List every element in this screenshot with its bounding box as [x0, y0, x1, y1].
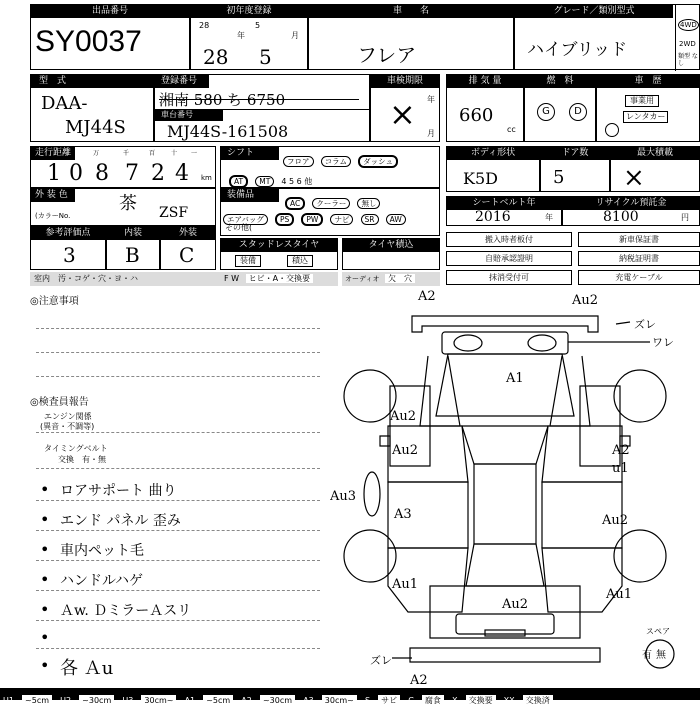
- grille-shape: [442, 332, 568, 354]
- au3-circle-shape: [364, 472, 380, 516]
- inspection-year: 年: [427, 95, 435, 104]
- mark-a2-top: A2: [418, 289, 436, 304]
- doors-label: ドア数: [541, 147, 609, 160]
- color-label: 外 装 色: [31, 189, 75, 202]
- timing-options: 交換 有・無: [58, 455, 106, 464]
- shift-types: [229, 169, 312, 188]
- mark-ware-top: ワレ: [652, 336, 674, 349]
- equipment-box: [220, 188, 440, 236]
- recycle-box: [562, 196, 700, 226]
- drive-column: [675, 5, 700, 71]
- equip-airbag: エアバッグ: [223, 214, 268, 225]
- mileage-box: [30, 146, 216, 188]
- legend-item: ~30cm: [79, 695, 114, 707]
- car-damage-diagram: [330, 286, 700, 688]
- inspection-box: [370, 74, 440, 142]
- shift-options: [283, 149, 400, 168]
- legend-item: 腐食: [422, 695, 444, 707]
- history-rental: レンタカー: [623, 111, 668, 123]
- drive-4wd-selected: 4WD: [680, 21, 697, 29]
- mark-au2-left: Au2: [390, 409, 417, 424]
- chassis-value: MJ44S-161508: [167, 122, 289, 141]
- reference-score-label: 参考評価点: [31, 227, 105, 240]
- reference-score-box: [30, 226, 106, 270]
- mark-a2-bottom: A2: [410, 673, 428, 688]
- legend-bar: [0, 688, 700, 705]
- recycle-value: 8100: [603, 209, 639, 225]
- mileage-digit: 1: [47, 161, 61, 186]
- seatbelt-value: 2016: [475, 209, 511, 225]
- chassis-label-bar: [155, 109, 223, 121]
- fw-options: ヒビ・A・交換要: [246, 274, 313, 283]
- mark-zure-bottom: ズレ: [370, 654, 392, 667]
- capacity-box: [610, 146, 700, 192]
- body-box: [446, 146, 540, 192]
- equip-other: その他(: [225, 223, 253, 232]
- seatbelt-box: [446, 196, 562, 226]
- legend-item: ~5cm: [203, 695, 233, 707]
- history-empty-circle: [605, 123, 619, 137]
- equip-navi: ナビ: [330, 214, 353, 225]
- leader-zure-top: [616, 322, 630, 324]
- doc-item: 納税証明書: [578, 251, 700, 266]
- studless-box: [220, 238, 338, 270]
- equip-ac-selected: AC: [285, 197, 305, 210]
- plate-shape: [485, 630, 525, 636]
- audio-options: 欠 穴: [385, 274, 415, 283]
- displacement-value: 660: [459, 105, 494, 126]
- legend-item: ~5cm: [22, 695, 52, 707]
- studless-label: スタッドレスタイヤ: [221, 239, 337, 252]
- mark-au1-right: Au1: [606, 587, 633, 602]
- mark-a3: A3: [394, 507, 412, 522]
- capacity-label: 最大積載: [611, 147, 699, 160]
- front-door-right-shape: [542, 426, 622, 482]
- mileage-digit: 0: [69, 161, 83, 186]
- year-handwritten: 28: [203, 45, 229, 69]
- tire-label: タイヤ積込: [343, 239, 439, 252]
- model-value-line2: MJ44S: [65, 117, 126, 138]
- mileage-digit: 7: [125, 161, 139, 186]
- note-underline: [36, 560, 320, 561]
- registration-box: [154, 74, 370, 142]
- color-box: [30, 188, 216, 226]
- engine-sub: (異音・不調等): [40, 422, 95, 431]
- body-label: ボディ形状: [447, 147, 539, 160]
- strike-line: [159, 99, 359, 100]
- note-line: エンド パネル 歪み: [60, 513, 181, 529]
- audio-row: [342, 272, 440, 286]
- mileage-unit-1: 一: [191, 150, 198, 157]
- note-bullet: •: [40, 540, 50, 559]
- headlight-right-shape: [528, 335, 556, 351]
- month-suffix: 月: [291, 31, 299, 40]
- car-name-label: 車 名: [309, 5, 513, 18]
- legend-item: A2: [241, 696, 252, 705]
- roof-shape: [474, 464, 536, 544]
- exterior-score-label: 外装: [161, 227, 215, 240]
- month-printed: 5: [255, 21, 261, 30]
- first-registration-label: 初年度登録: [191, 5, 307, 18]
- fuel-label: 燃 料: [525, 75, 595, 88]
- interior-score-label: 内装: [107, 227, 159, 240]
- fuel-d: D: [569, 103, 587, 121]
- shift-box: [220, 146, 440, 188]
- inspection-label: 車検期限: [371, 75, 439, 88]
- legend-item: 交換済: [523, 695, 553, 707]
- legend-item: A1: [184, 696, 196, 705]
- doors-value: 5: [553, 167, 565, 188]
- grade-value: ハイブリッド: [527, 40, 628, 60]
- shift-mt: MT: [255, 176, 274, 187]
- mark-u1-right: u1: [612, 461, 629, 476]
- legend-item: C: [408, 696, 414, 705]
- mark-au3: Au3: [330, 489, 357, 504]
- engine-label: エンジン関係: [44, 412, 92, 421]
- mark-a1-hood: A1: [506, 371, 524, 386]
- month-handwritten: 5: [259, 45, 272, 69]
- equipment-label: 装備品: [221, 189, 279, 202]
- mileage-unit-100: 百: [149, 150, 156, 157]
- wheel-front-right-shape: [614, 370, 666, 422]
- note-bullet: •: [40, 480, 50, 499]
- shift-label: シフト: [221, 147, 279, 160]
- note-underline: [36, 648, 320, 649]
- mileage-digit: 2: [151, 161, 165, 186]
- tire-box: [342, 238, 440, 270]
- windshield-shape: [462, 426, 548, 464]
- doors-box: [540, 146, 610, 192]
- lot-number-value: SY0037: [35, 25, 142, 58]
- legend-item: サビ: [378, 695, 400, 707]
- caution-title: ◎注意事項: [30, 296, 79, 307]
- grade-label: グレード／類別型式: [515, 5, 673, 18]
- first-registration-box: [190, 4, 308, 70]
- note-underline: [36, 620, 320, 621]
- note-line: Ａw. ＤミラーＡスリ: [60, 603, 192, 619]
- mileage-digit: 8: [95, 161, 109, 186]
- audio-label: オーディオ: [345, 275, 380, 283]
- interior-score-value: B: [125, 243, 140, 267]
- legend-item: X: [452, 696, 458, 705]
- drive-2wd: 2WD: [679, 40, 696, 48]
- history-box: [596, 74, 700, 142]
- note-underline: [36, 500, 320, 501]
- headlight-left-shape: [454, 335, 482, 351]
- mileage-unit-10: 十: [171, 150, 178, 157]
- color-value: 茶: [119, 193, 137, 214]
- equip-sr: SR: [361, 214, 379, 225]
- rear-window-shape: [456, 614, 554, 634]
- note-line: ハンドルハゲ: [60, 573, 144, 589]
- mileage-unit: km: [201, 174, 212, 182]
- mileage-unit-1k: 千: [123, 150, 130, 157]
- caution-line: [36, 328, 320, 329]
- mark-au2-left2: Au2: [392, 443, 419, 458]
- shift-at: AT: [229, 175, 248, 188]
- exterior-score-box: [160, 226, 216, 270]
- caution-line: [36, 352, 320, 353]
- year-printed: 28: [199, 21, 210, 30]
- shift-column: コラム: [321, 156, 351, 167]
- note-underline: [36, 590, 320, 591]
- legend-item: U3: [122, 696, 134, 705]
- legend-item: U1: [3, 696, 14, 705]
- inspector-line: [36, 468, 320, 469]
- lot-number-box: [30, 4, 190, 70]
- doc-item: 自賠承認證明: [446, 251, 572, 266]
- legend-item: A3: [303, 696, 314, 705]
- displacement-label: 排 気 量: [447, 75, 523, 88]
- seatbelt-label: シートベルト年: [447, 197, 561, 210]
- inspector-line: [36, 432, 320, 433]
- interior-condition-row: 室内 汚・コゲ・穴・ヨ・ハ: [30, 272, 220, 286]
- shift-dash-selected: ダッシュ: [358, 155, 398, 168]
- doc-item: 搬入時者板付: [446, 232, 572, 247]
- reference-score-value: 3: [63, 243, 76, 267]
- spare-value: 有: [642, 650, 652, 661]
- chassis-divider: [155, 109, 371, 110]
- car-name-value: フレア: [357, 43, 417, 67]
- note-bullet: •: [40, 600, 50, 619]
- legend-item: 30cm~: [322, 695, 357, 707]
- spare-label: スペア: [646, 627, 670, 636]
- note-bullet: •: [40, 570, 50, 589]
- note-underline: [36, 530, 320, 531]
- front-bumper-shape: [412, 316, 598, 332]
- legend-item: 交換要: [466, 695, 496, 707]
- fw-row: [220, 272, 338, 286]
- mark-au2-bottom: Au2: [502, 597, 529, 612]
- registration-label: 登録番号: [155, 75, 209, 88]
- history-business: 事業用: [625, 95, 659, 107]
- drive-other: 類型 なし: [678, 53, 698, 67]
- year-suffix: 年: [237, 31, 245, 40]
- shift-speeds: 4 5 6 他: [281, 177, 313, 186]
- chassis-label: 車台番号: [161, 110, 193, 119]
- mark-au2-right: Au2: [602, 513, 629, 528]
- registration-value: 湘南 580 ち 6750: [159, 91, 286, 109]
- model-box: [30, 74, 154, 142]
- recycle-unit: 円: [681, 213, 689, 222]
- mark-zure-top: ズレ: [634, 318, 656, 331]
- inspector-title: ◎検査員報告: [30, 397, 89, 408]
- shift-floor: フロア: [283, 156, 314, 167]
- legend-item: 30cm~: [141, 695, 176, 707]
- displacement-box: [446, 74, 524, 142]
- spare-none: 無: [656, 650, 666, 661]
- note-bullet: •: [40, 656, 50, 675]
- recycle-label: リサイクル預託金: [563, 197, 699, 210]
- color-code-value: ZSF: [159, 205, 189, 221]
- note-bullet: •: [40, 628, 50, 647]
- inspection-month: 月: [427, 129, 435, 138]
- rear-glass-shape: [466, 544, 544, 586]
- displacement-unit: cc: [507, 125, 516, 134]
- studless-loaded: 積込: [287, 255, 313, 267]
- equip-aw: AW: [386, 214, 406, 225]
- mark-a2-right: A2: [612, 443, 630, 458]
- note-line: 各 Ａu: [60, 658, 114, 679]
- equip-none: 無し: [357, 198, 380, 209]
- model-label: 型 式: [31, 75, 153, 88]
- inspection-mark: ×: [389, 95, 416, 133]
- note-line: 車内ペット毛: [60, 543, 144, 559]
- fuel-box: [524, 74, 596, 142]
- mark-au2-top: Au2: [572, 293, 599, 308]
- rear-quarter-right-shape: [542, 548, 622, 612]
- doc-item: 抹消受付可: [446, 270, 572, 285]
- history-label: 車 歴: [597, 75, 699, 88]
- grade-box: [514, 4, 700, 70]
- timing-label: タイミングベルト: [44, 444, 108, 453]
- exterior-score-value: C: [179, 243, 195, 267]
- fuel-g-selected: G: [537, 103, 555, 121]
- note-line: ロアサポート 曲り: [60, 483, 177, 499]
- doc-item: 新車保証書: [578, 232, 700, 247]
- legend-item: XX: [503, 696, 515, 705]
- car-name-box: [308, 4, 514, 70]
- equip-cooler: クーラー: [312, 198, 350, 209]
- note-bullet: •: [40, 510, 50, 529]
- lot-number-label: 出品番号: [31, 5, 189, 18]
- color-code-label: (カラーNo.: [35, 212, 71, 220]
- capacity-value: ×: [623, 163, 645, 193]
- caution-line: [36, 376, 320, 377]
- mileage-unit-10k: 万: [93, 150, 100, 157]
- body-value: K5D: [463, 169, 498, 188]
- mileage-digit: 4: [175, 161, 189, 186]
- legend-item: U2: [60, 696, 72, 705]
- legend-item: S: [364, 696, 371, 705]
- studless-equipped: 装備: [235, 255, 261, 267]
- equip-pw: PW: [301, 213, 323, 226]
- mileage-label: 走行距離: [31, 147, 75, 160]
- interior-score-box: [106, 226, 160, 270]
- equip-ps: PS: [275, 213, 294, 226]
- seatbelt-unit: 年: [545, 213, 553, 222]
- mark-au1-left: Au1: [392, 577, 419, 592]
- rear-bumper-shape: [410, 648, 600, 662]
- fw-label: F W: [224, 274, 240, 283]
- model-value-line1: DAA-: [41, 93, 88, 114]
- doc-item: 充電ケーブル: [578, 270, 700, 285]
- legend-item: ~30cm: [260, 695, 295, 707]
- wheel-front-left-shape: [344, 370, 396, 422]
